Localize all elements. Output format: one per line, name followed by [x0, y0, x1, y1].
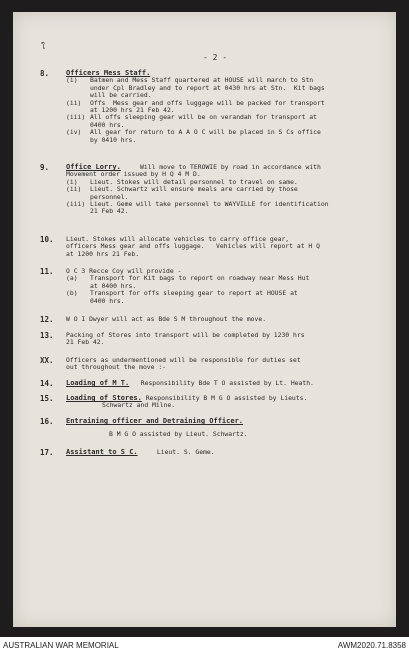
- text-line: officers Mess gear and offs luggage. Vehicles will report at H Q: [66, 242, 320, 251]
- text-line: Lieut. Geme will take personnel to WAYVILLE for identification: [90, 200, 329, 209]
- text-line: Officers as undermentioned will be responsible for duties set: [66, 356, 301, 364]
- subparagraph: [66, 100, 381, 115]
- text-line: All offs sleeping gear will be on verandah for transport at: [90, 113, 318, 122]
- paragraph-text: [66, 316, 381, 323]
- paragraph-text: [66, 332, 381, 347]
- text-line: Schwartz and Milne.: [102, 401, 176, 410]
- paragraph-text: [66, 395, 381, 410]
- text-line: Offs Mess gear and offs luggage will be packed for transport: [90, 98, 325, 107]
- subparagraph-label: (ii): [66, 98, 82, 107]
- text-line: Batmen and Mess Staff quartered at HOUSE will march to Stn: [90, 76, 314, 85]
- text-line: under Cpl Bradley and to report at 0430 hrs at Stn. Kit bags: [90, 83, 325, 92]
- text-line: at 1200 hrs 21 Feb 42.: [90, 106, 175, 115]
- document-body: [13, 12, 396, 627]
- subparagraph-label: (iii): [66, 200, 86, 209]
- paragraph-number: 11.: [40, 267, 54, 276]
- paragraph-text: [66, 418, 381, 439]
- paragraph-text: [66, 449, 381, 456]
- paragraph-text: [66, 236, 381, 258]
- text-line: Lieut. Stokes will detail personnel to travel on same.: [90, 177, 298, 186]
- text-line: W O I Dwyer will act as Bde S M throughout the move.: [66, 315, 267, 323]
- text-line: 21 Feb 42.: [66, 338, 105, 347]
- footer-accession-number: AWM2020.71.8358: [337, 641, 406, 650]
- paragraph-heading: Office Lorry.: [66, 163, 121, 171]
- text-line: Packing of Stores into transport will be completed by 1230 hrs: [66, 331, 305, 339]
- text-line: Transport for Kit bags to report on roadway near Mess Hut: [90, 274, 310, 283]
- paragraph-text: [66, 357, 381, 372]
- corner-mark: ใ: [41, 42, 45, 51]
- text-line: 21 Feb 42.: [90, 207, 129, 216]
- subparagraph-label: (a): [66, 274, 78, 283]
- subparagraph: [66, 114, 381, 129]
- subparagraph-label: (i): [66, 76, 78, 85]
- text-line: will be carried.: [90, 91, 152, 100]
- subparagraph: [66, 186, 381, 201]
- text-line: 0400 hrs.: [90, 120, 125, 129]
- subparagraph-label: (b): [66, 289, 78, 298]
- document-page: [13, 12, 396, 627]
- paragraph-number: 12.: [40, 315, 54, 324]
- subparagraph: [66, 290, 381, 305]
- page-number: - 2 -: [203, 53, 228, 62]
- paragraph-number: 10.: [40, 235, 54, 244]
- subparagraph: [66, 129, 381, 144]
- paragraph-number: XX.: [40, 356, 54, 365]
- text-line: Transport for offs sleeping gear to report at HOUSE at: [90, 289, 298, 298]
- paragraph-number: 14.: [40, 379, 54, 388]
- text-line: Lieut. Stokes will allocate vehicles to carry office gear,: [66, 235, 290, 243]
- paragraph-number: 16.: [40, 417, 54, 426]
- text-line: Movement order issued by H Q 4 M D.: [66, 170, 201, 179]
- paragraph-text: [66, 70, 381, 144]
- text-line: All gear for return to A A O C will be placed in S Cs office: [90, 128, 321, 137]
- heading-continuation: Responsibility Bde T O assisted by Lt. Heath.: [129, 379, 314, 387]
- paragraph-heading: Loading of M T.: [66, 379, 130, 387]
- paragraph-text: [66, 164, 381, 216]
- paragraph-number: 15.: [40, 394, 54, 403]
- heading-continuation: Responsibility B M G O assisted by Lieuts.: [141, 394, 308, 402]
- subparagraph-label: (i): [66, 177, 78, 186]
- paragraph-number: 8.: [40, 69, 50, 78]
- text-line: Lieut. Schwartz will ensure meals are carried by those: [90, 185, 298, 194]
- paragraph-text: [66, 380, 381, 387]
- subparagraph-label: (iv): [66, 128, 82, 137]
- text-line: B M G O assisted by Lieut. Schwartz.: [109, 430, 248, 439]
- paragraph-heading: Loading of Stores.: [66, 394, 142, 402]
- text-line: 0400 hrs.: [90, 296, 125, 305]
- subparagraph-label: (iii): [66, 113, 86, 122]
- paragraph-text: [66, 268, 381, 305]
- subparagraph: [66, 201, 381, 216]
- paragraph-number: 9.: [40, 163, 50, 172]
- text-line: by 0410 hrs.: [90, 135, 137, 144]
- text-line: at 0400 hrs.: [90, 281, 137, 290]
- heading-continuation: Lieut. S. Geme.: [137, 448, 215, 456]
- subparagraph-label: (ii): [66, 185, 82, 194]
- paragraph-number: 13.: [40, 331, 54, 340]
- paragraph-number: 17.: [40, 448, 54, 457]
- paragraph-heading: Entraining officer and Detraining Officer.: [66, 417, 244, 425]
- paragraph-heading: Assistant to S C.: [66, 448, 138, 456]
- subparagraph: [66, 275, 381, 290]
- text-line: O C 3 Recce Coy will provide -: [66, 267, 182, 275]
- archive-footer: [0, 637, 409, 653]
- text-line: personnel.: [90, 192, 129, 201]
- footer-institution: AUSTRALIAN WAR MEMORIAL: [3, 641, 119, 650]
- heading-continuation: Will move to TEROWIE by road in accordance with: [120, 163, 321, 171]
- text-line: at 1200 hrs 21 Feb.: [66, 249, 140, 258]
- subparagraph: [66, 77, 381, 99]
- paragraph-heading: Officers Mess Staff.: [66, 69, 151, 77]
- text-line: out throughout the move :-: [66, 363, 167, 372]
